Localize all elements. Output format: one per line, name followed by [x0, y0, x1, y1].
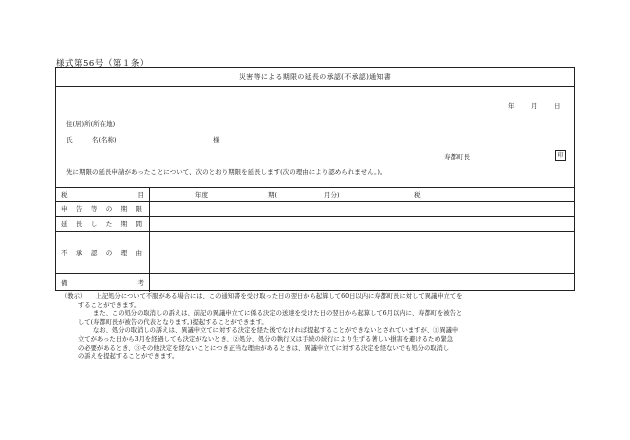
name-label-2: 名(名称): [92, 136, 117, 144]
date-year-label: 年: [508, 102, 515, 110]
notes-line: また、この処分の取消しの訴えは、前記の異議申立てに係る決定の送達を受けた日の翌日から起算して6月以内に、寿都町を被告と: [93, 310, 463, 318]
notification-form: [55, 67, 575, 291]
form-number: 様式第56号（第１条）: [56, 59, 149, 69]
notes-line: することができます。: [78, 301, 141, 309]
table-column-divider: [149, 187, 150, 292]
date-month-label: 月: [531, 102, 538, 110]
notes-line: の訴えを提起することができます。: [78, 353, 179, 361]
date-day-label: 日: [554, 102, 561, 110]
notes-line: して(寿都町長が被告の代表となります。)提起することができます。: [78, 318, 268, 326]
month-portion-label: 月分): [324, 191, 340, 199]
remarks-label: 備 考: [61, 279, 144, 287]
notes-line: 立てがあった日から3月を経過しても決定がないとき、②処分、処分の執行又は手続の続行により生ずる著しい損害を避けるため緊急: [78, 335, 454, 343]
name-label-1: 氏: [66, 136, 73, 144]
intro-text: 先に期限の延長申請があったことについて、次のとおり期限を延長します(次の理由により認められません。)。: [66, 168, 387, 176]
tax-suffix-label: 税: [414, 191, 421, 199]
notes-line: 上記処分について不服がある場合には、この通知書を受け取った日の翌日から起算して60日以内に寿都町長に対して異議申立てを: [95, 293, 463, 300]
deadline-label: 申 告 等 の 期 限: [61, 205, 143, 213]
instruction-notes: [62, 293, 577, 362]
tax-label: 税 目: [61, 190, 144, 199]
extended-period-label: 延 長 し た 期 間: [61, 220, 143, 228]
rejection-reason-label: 不 承 認 の 理 由: [61, 248, 143, 257]
address-label: 住(居)所(所在地): [66, 120, 116, 128]
honorific: 様: [213, 136, 220, 144]
issuer-name: 寿都町長: [444, 153, 470, 161]
notes-line: の必要があるとき、③その他決定を経ないことにつき正当な理由があるときは、異議申立てに対する決定を経ないでも処分の取消し: [78, 344, 450, 352]
fiscal-year-label: 年度: [195, 191, 208, 199]
form-title: 災害等による期限の延長の承認(不承認)通知書: [56, 68, 574, 87]
period-label: 期(: [268, 191, 278, 199]
notes-head: （教示）: [61, 293, 84, 300]
seal-mark: 印: [555, 150, 566, 161]
notes-line: なお、処分の取消しの訴えは、異議申立てに対する決定を経た後でなければ提起することができないとされていますが、①異議申: [93, 327, 459, 335]
